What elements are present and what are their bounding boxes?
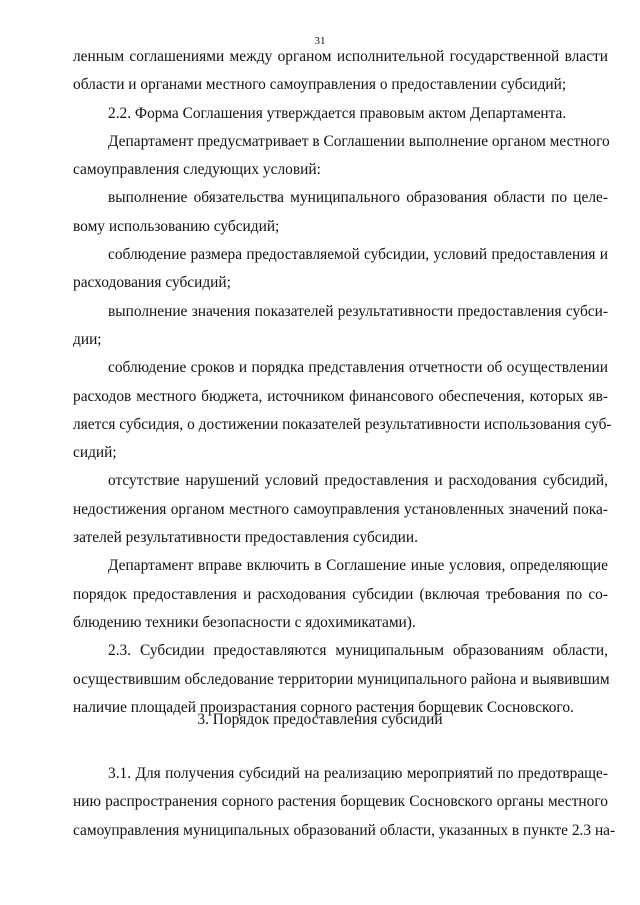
text-line: зателей результативности предоставления субсидии. [73,529,418,547]
page-number: 31 [314,35,326,47]
text-line: выполнение обязательства муниципального образования области по целе- [108,189,608,207]
text-line: порядок предоставления и расходования субсидии (включая требования по со- [73,585,608,603]
text-line: соблюдение размера предоставляемой субсидии, условий предоставления и [108,246,608,264]
text-line: наличие площадей произрастания сорного растения борщевик Сосновского. [73,698,574,716]
text-line: недостижения органом местного самоуправления установленных значений пока- [73,500,608,518]
body-text-lower [73,760,616,845]
text-line: области и органами местного самоуправления о предоставлении субсидий; [73,76,567,94]
section-heading: 3. Порядок предоставления субсидий [197,711,443,728]
text-line: 2.2. Форма Соглашения утверждается правовым актом Департамента. [108,104,567,122]
text-line: дии; [73,330,102,348]
text-line: выполнение значения показателей результативности предоставления субси- [108,302,608,320]
text-line: сидий; [73,444,117,462]
text-line: вому использованию субсидий; [73,217,280,235]
text-line: Департамент предусматривает в Соглашении выполнение органом местного [108,132,610,150]
text-line: 2.3. Субсидии предоставляются муниципальным образованиям области, [108,642,608,660]
text-line: самоуправления муниципальных образований области, указанных в пункте 2.3 на- [73,821,616,839]
text-line: расходования субсидий; [73,274,231,292]
text-line: расходов местного бюджета, источником финансового обеспечения, которых яв- [73,387,608,405]
text-line: самоуправления следующих условий: [73,161,321,179]
text-line: 3.1. Для получения субсидий на реализацию мероприятий по предотвраще- [108,765,608,782]
text-line: соблюдение сроков и порядка представления отчетности об осуществлении [108,359,608,377]
body-text-upper [73,43,612,722]
text-line: Департамент вправе включить в Соглашение иные условия, определяющие [108,557,608,575]
text-line: осуществившим обследование территории муниципального района и выявившим [73,670,610,688]
text-line: ленным соглашениями между органом исполнительной государственной власти [73,48,608,65]
text-line: нию распространения сорного растения борщевик Сосновского органы местного [73,793,608,811]
text-line: блюдению техники безопасности с ядохимикатами). [73,613,416,631]
text-line: ляется субсидия, о достижении показателей результативности использования суб- [73,415,612,433]
text-line: отсутствие нарушений условий предоставления и расходования субсидий, [108,472,608,490]
